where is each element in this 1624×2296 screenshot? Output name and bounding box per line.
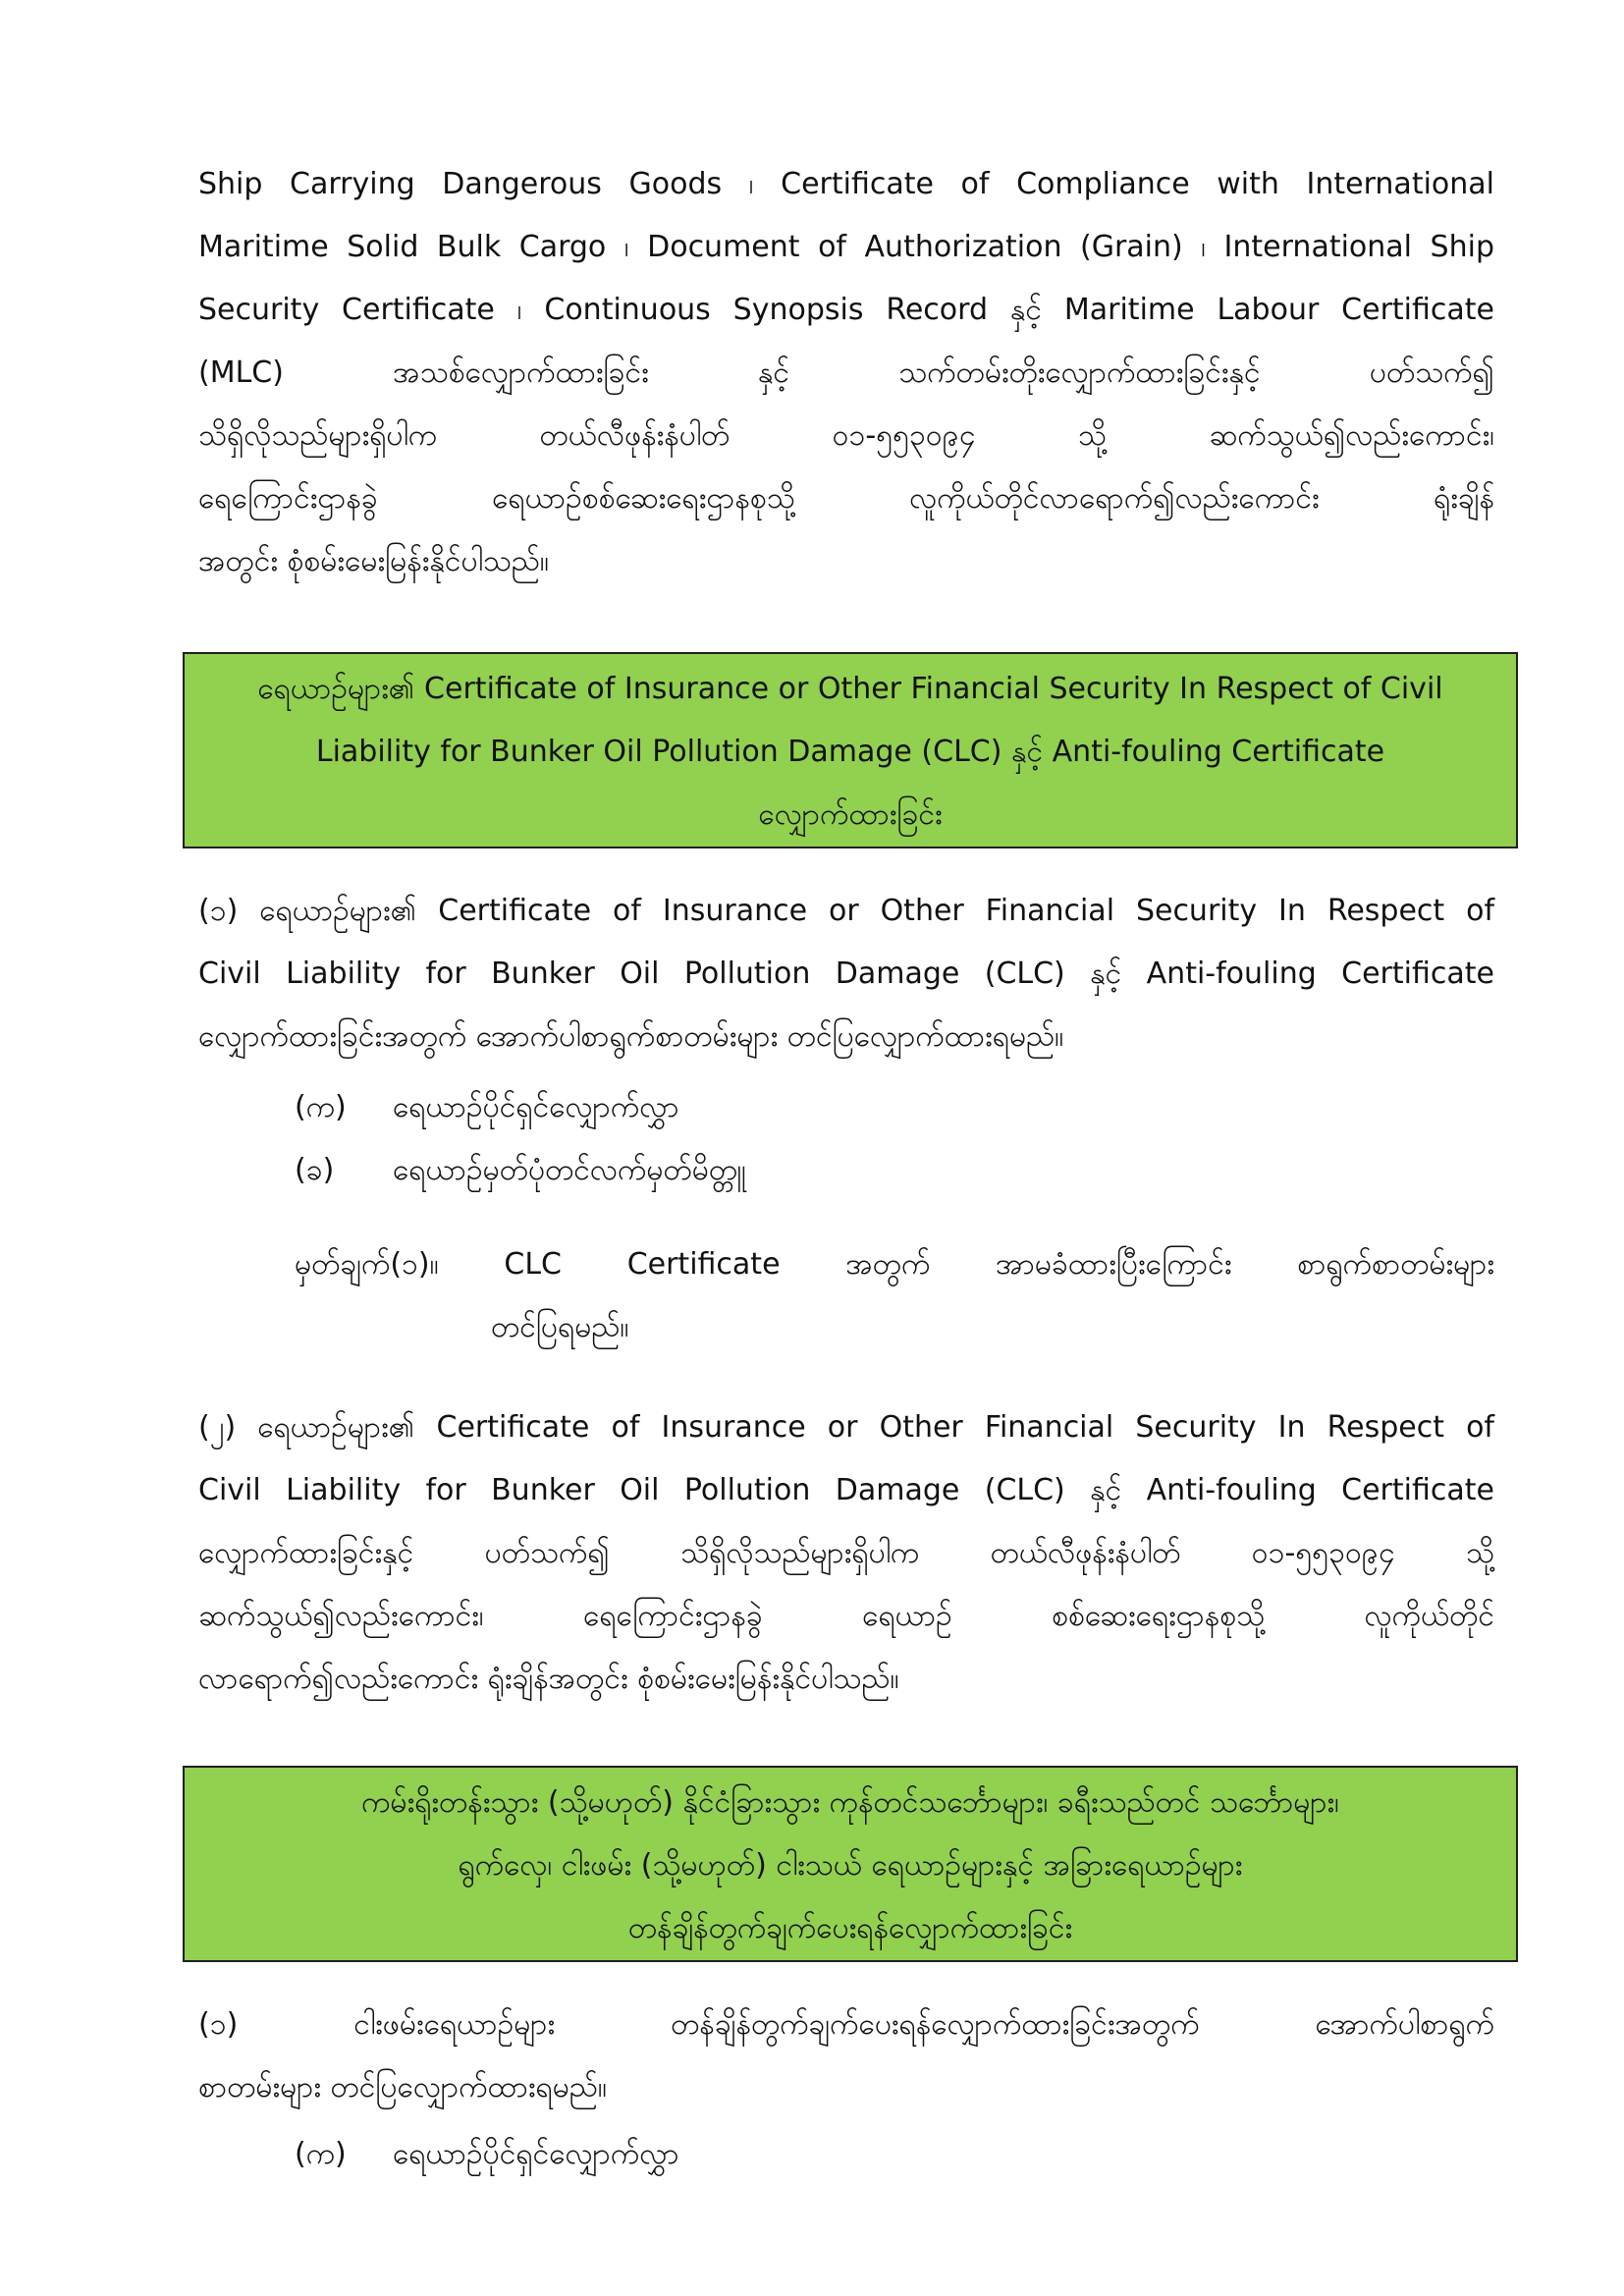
section-heading-tonnage: ကမ်းရိုးတန်းသွား (သို့မဟုတ်) နိုင်ငံခြားသွား ကုန်တင်သင်္ဘောများ၊ ခရီးသည်တင် သင်္ဘောများ၊ ရွက်လှေ၊ ငါးဖမ်း (သို့မဟုတ်) ငါးသယ် ရေယာဉ်များနှင့် အခြားရေယာဉ်များ တန်ချိန်တွက်ချက်ပေးရန်လျှောက်ထားခြင်း (183, 1766, 1518, 1962)
note: မှတ်ချက်(၁)။ CLC Certificate အတွက် အာမခံထားပြီးကြောင်း စာရွက်စာတမ်းများ တင်ပြရမည်။ (295, 1247, 1494, 1344)
list-item: (က) ရေယာဉ်ပိုင်ရှင်လျှောက်လွှာ (295, 1090, 679, 1124)
list-item: (က) ရေယာဉ်ပိုင်ရှင်လျှောက်လွှာ (295, 2137, 679, 2171)
tonnage-paragraph-1: (၁) ငါးဖမ်းရေယာဉ်များ တန်ချိန်တွက်ချက်ပေးရန်လျှောက်ထားခြင်းအတွက် အောက်ပါစာရွက် စာတမ်းများ တင်ပြလျှောက်ထားရမည်။ (198, 2007, 1494, 2105)
list-item: (ခ) ရေယာဉ်မှတ်ပုံတင်လက်မှတ်မိတ္တူ (295, 1153, 746, 1187)
intro-paragraph: Ship Carrying Dangerous Goods ၊ Certificate of Compliance with International Maritime Solid Bulk Cargo ၊ Document of Authorization (Grain) ၊ International Ship Security Certificate ၊ Continuous Synopsis Record နှင့် Maritime Labour Certificate (MLC) အသစ်လျှောက်ထားခြင်း နှင့် သက်တမ်းတိုးလျှောက်ထားခြင်းနှင့် ပတ်သက်၍ သိရှိလိုသည်များရှိပါက တယ်လီဖုန်းနံပါတ် ၀၁-၅၅၃၀၉၄ သို့ ဆက်သွယ်၍လည်းကောင်း၊ ရေကြောင်းဌာနခွဲ ရေယာဉ်စစ်ဆေးရေးဌာနစုသို့ လူကိုယ်တိုင်လာရောက်၍လည်းကောင်း ရုံးချိန် အတွင်း စုံစမ်းမေးမြန်းနိုင်ပါသည်။ (198, 167, 1494, 578)
clc-paragraph-2: (၂) ရေယာဉ်များ၏ Certificate of Insurance or Other Financial Security In Respect of Civil Liability for Bunker Oil Pollution Damage (CLC) နှင့် Anti-fouling Certificate လျှောက်ထားခြင်းနှင့် ပတ်သက်၍ သိရှိလိုသည်များရှိပါက တယ်လီဖုန်းနံပါတ် ၀၁-၅၅၃၀၉၄ သို့ ဆက်သွယ်၍လည်းကောင်း၊ ရေကြောင်းဌာနခွဲ ရေယာဉ် စစ်ဆေးရေးဌာနစုသို့ လူကိုယ်တိုင် လာရောက်၍လည်းကောင်း ရုံးချိန်အတွင်း စုံစမ်းမေးမြန်းနိုင်ပါသည်။ (198, 1410, 1494, 1696)
section-heading-clc: ရေယာဉ်များ၏ Certificate of Insurance or Other Financial Security In Respect of Civil Liability for Bunker Oil Pollution Damage (CLC) နှင့် Anti-fouling Certificate လျှောက်ထားခြင်း (183, 652, 1518, 848)
clc-paragraph-1: (၁) ရေယာဉ်များ၏ Certificate of Insurance or Other Financial Security In Respect of Civil Liability for Bunker Oil Pollution Damage (CLC) နှင့် Anti-fouling Certificate လျှောက်ထားခြင်းအတွက် အောက်ပါစာရွက်စာတမ်းများ တင်ပြလျှောက်ထားရမည်။ (198, 894, 1494, 1054)
